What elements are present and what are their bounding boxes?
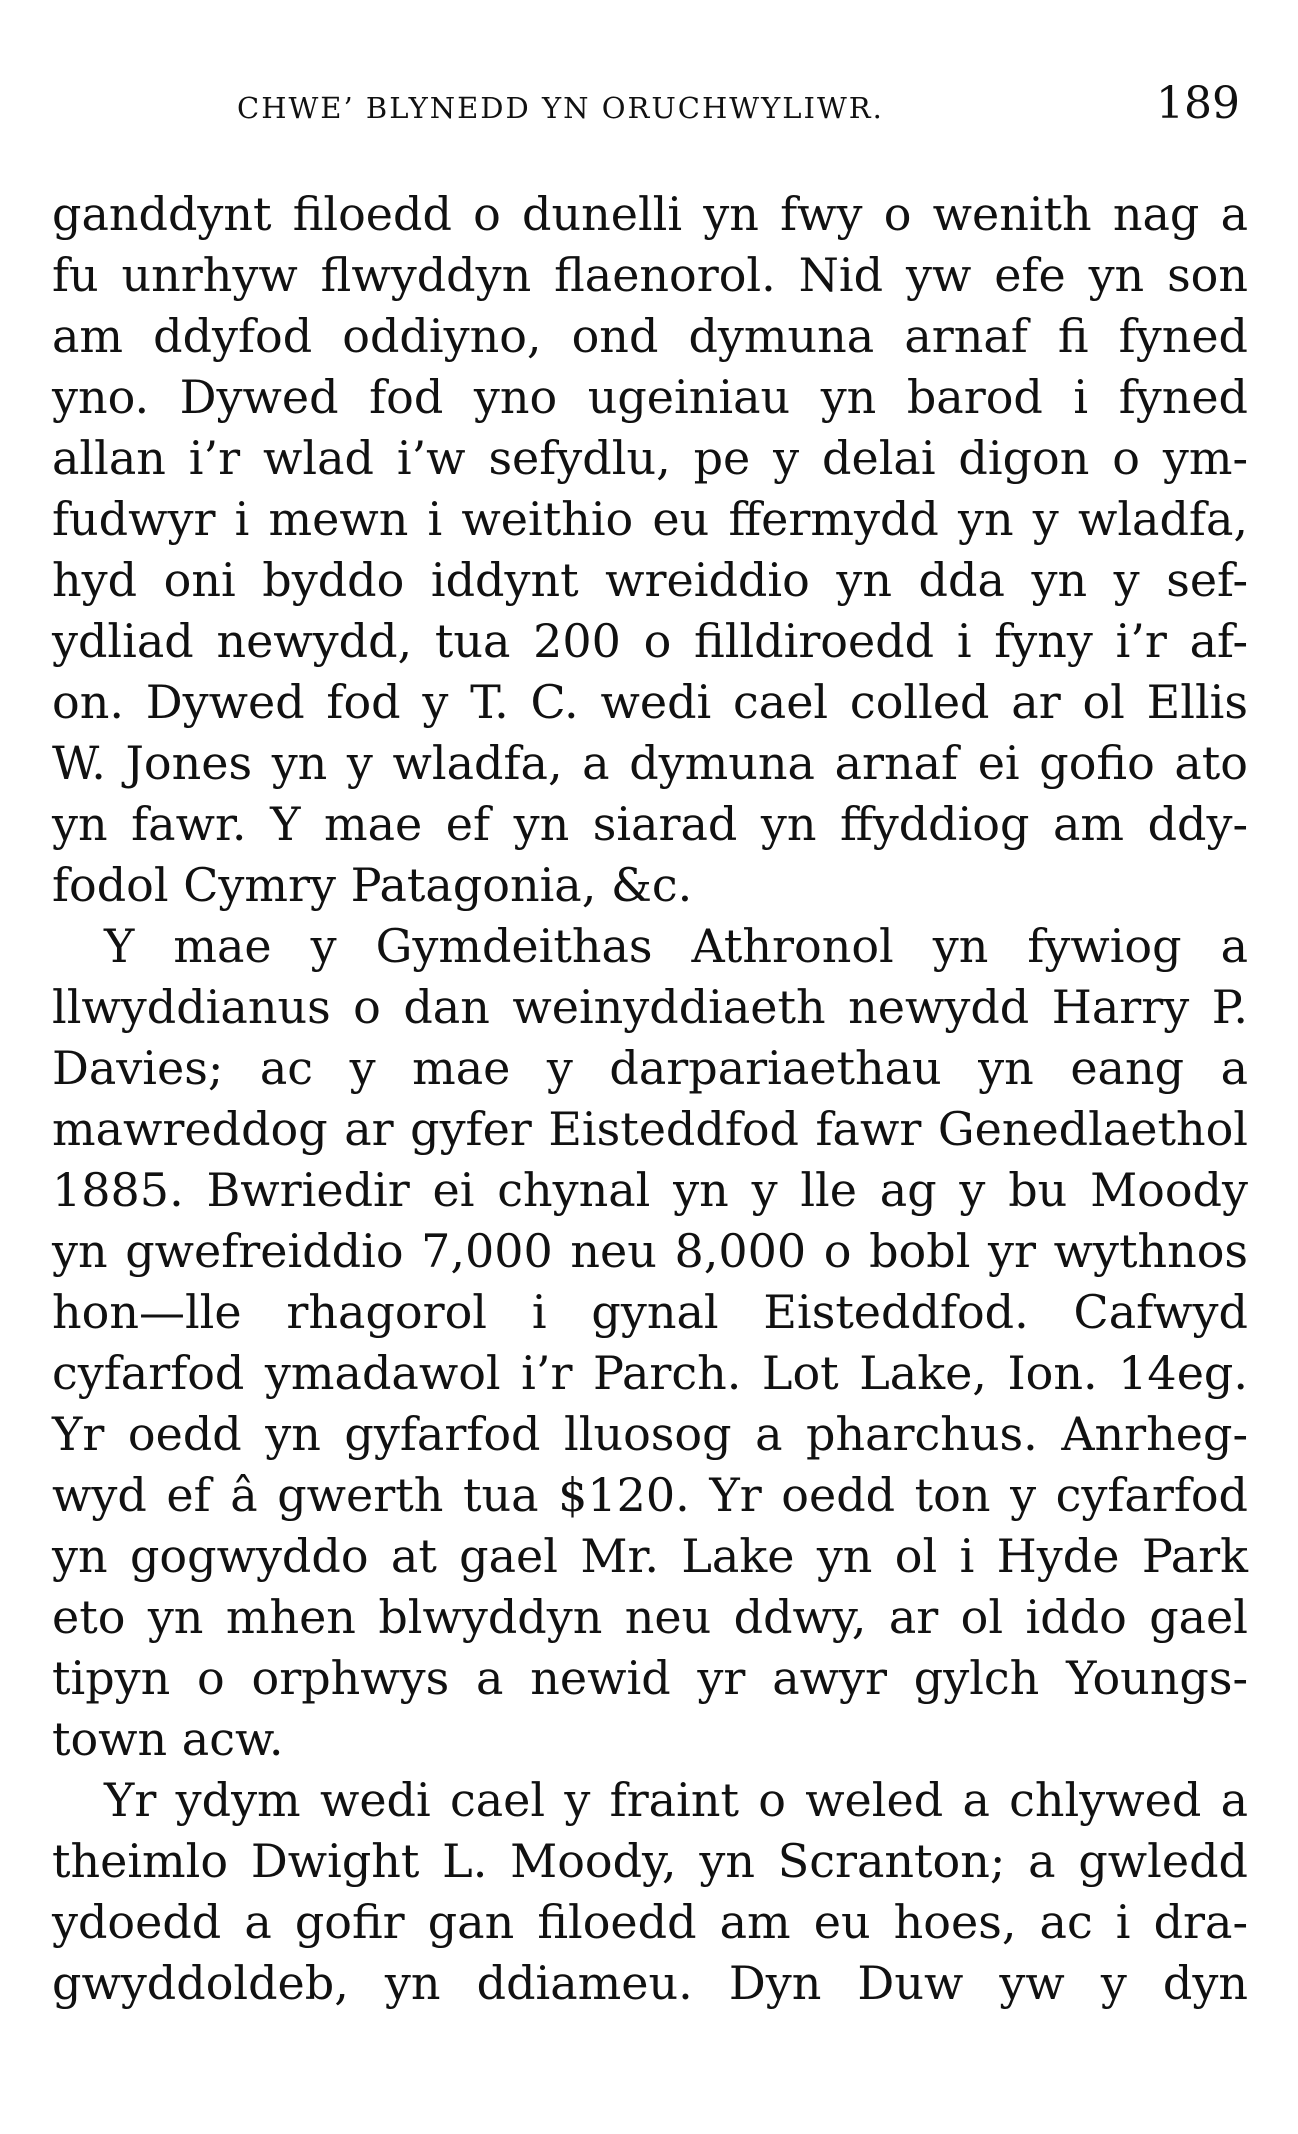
text-line: Davies; ac y mae y darpariaethau yn eang a bbox=[52, 1041, 1248, 1095]
text-line: hyd oni byddo iddynt wreiddio yn dda yn y sef- bbox=[52, 553, 1248, 607]
text-line: fodol Cymry Patagonia, &c. bbox=[52, 858, 693, 912]
text-line: ganddynt filoedd o dunelli yn fwy o wenith nag a bbox=[52, 187, 1248, 241]
running-title: CHWE’ BLYNEDD YN ORUCHWYLIWR. bbox=[237, 91, 884, 125]
text-line: yn fawr. Y mae ef yn siarad yn ffyddiog am ddy- bbox=[52, 797, 1248, 851]
text-line: wyd ef â gwerth tua $120. Yr oedd ton y cyfarfod bbox=[52, 1468, 1248, 1522]
text-line: theimlo Dwight L. Moody, yn Scranton; a gwledd bbox=[52, 1834, 1248, 1888]
text-line: llwyddianus o dan weinyddiaeth newydd Harry P. bbox=[52, 980, 1248, 1034]
text-line: yn gogwyddo at gael Mr. Lake yn ol i Hyde Park bbox=[52, 1529, 1248, 1583]
text-line: on. Dywed fod y T. C. wedi cael colled ar ol Ellis bbox=[52, 675, 1248, 729]
text-line: ydliad newydd, tua 200 o filldiroedd i fyny i’r af- bbox=[52, 614, 1248, 668]
page-number: 189 bbox=[1156, 78, 1240, 129]
text-line: gwyddoldeb, yn ddiameu. Dyn Duw yw y dyn bbox=[52, 1956, 1248, 2010]
text-line: hon—lle rhagorol i gynal Eisteddfod. Cafwyd bbox=[52, 1285, 1248, 1339]
text-line: yn gwefreiddio 7,000 neu 8,000 o bobl yr wythnos bbox=[52, 1224, 1248, 1278]
text-line: mawreddog ar gyfer Eisteddfod fawr Genedlaethol bbox=[52, 1102, 1248, 1156]
text-line: Yr ydym wedi cael y fraint o weled a chlywed a bbox=[104, 1773, 1248, 1827]
text-line: fu unrhyw flwyddyn flaenorol. Nid yw efe yn son bbox=[52, 248, 1248, 302]
text-line: fudwyr i mewn i weithio eu ffermydd yn y wladfa, bbox=[52, 492, 1248, 546]
text-line: ydoedd a gofir gan filoedd am eu hoes, ac i dra- bbox=[52, 1895, 1248, 1949]
text-line: yno. Dywed fod yno ugeiniau yn barod i fyned bbox=[52, 370, 1248, 424]
book-page bbox=[52, 0, 1248, 2134]
text-line: am ddyfod oddiyno, ond dymuna arnaf fi fyned bbox=[52, 309, 1248, 363]
running-header bbox=[52, 72, 1248, 132]
paragraph-3 bbox=[52, 1770, 1248, 2014]
paragraph-1 bbox=[52, 184, 1248, 916]
text-line: tipyn o orphwys a newid yr awyr gylch Youngs- bbox=[52, 1651, 1248, 1705]
text-line: eto yn mhen blwyddyn neu ddwy, ar ol iddo gael bbox=[52, 1590, 1248, 1644]
text-line: cyfarfod ymadawol i’r Parch. Lot Lake, Ion. 14eg. bbox=[52, 1346, 1248, 1400]
text-line: 1885. Bwriedir ei chynal yn y lle ag y bu Moody bbox=[52, 1163, 1248, 1217]
body-text bbox=[52, 184, 1248, 2014]
paragraph-2 bbox=[52, 916, 1248, 1770]
text-line: W. Jones yn y wladfa, a dymuna arnaf ei gofio ato bbox=[52, 736, 1248, 790]
text-line: allan i’r wlad i’w sefydlu, pe y delai digon o ym- bbox=[52, 431, 1248, 485]
text-line: Y mae y Gymdeithas Athronol yn fywiog a bbox=[104, 919, 1248, 973]
text-line: town acw. bbox=[52, 1712, 284, 1766]
text-line: Yr oedd yn gyfarfod lluosog a pharchus. Anrheg- bbox=[52, 1407, 1248, 1461]
